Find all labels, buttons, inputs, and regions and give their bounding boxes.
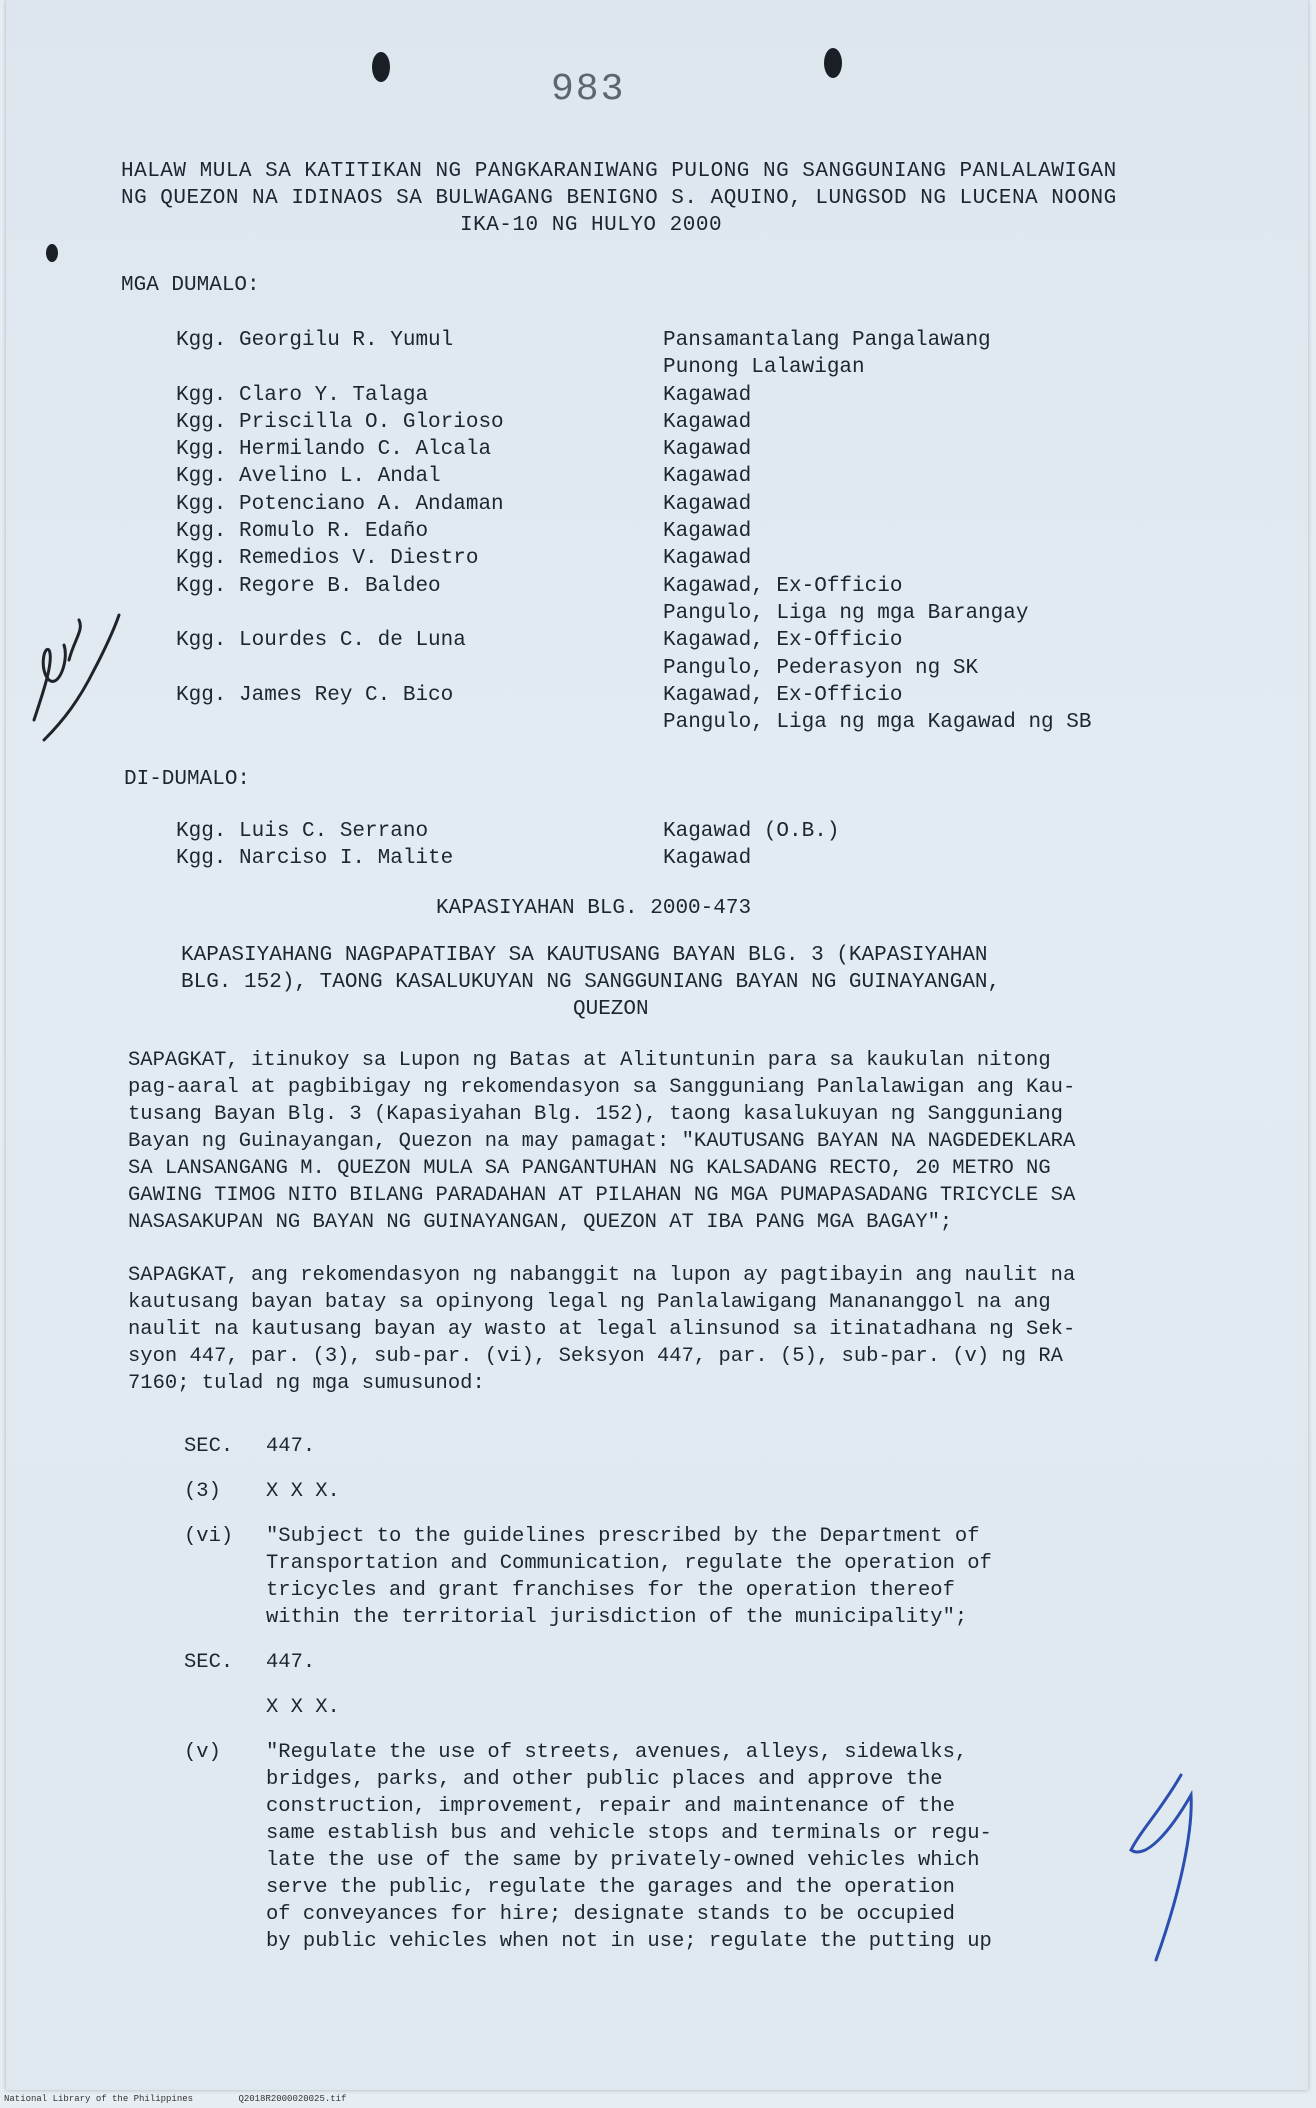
attendee-row bbox=[176, 491, 1091, 518]
document-page bbox=[6, 0, 1308, 2090]
attendee-position: Kagawad, Ex-Officio Pangulo, Liga ng mga Barangay bbox=[663, 574, 1029, 625]
law-excerpt bbox=[184, 1433, 992, 1973]
handwritten-annotation bbox=[24, 600, 134, 760]
header-line: NG QUEZON NA IDINAOS SA BULWAGANG BENIGNO S. AQUINO, LUNGSOD NG LUCENA NOONG bbox=[121, 187, 1117, 210]
law-item: (3) X X X. bbox=[184, 1480, 340, 1503]
title-line: KAPASIYAHANG NAGPAPATIBAY SA KAUTUSANG BAYAN BLG. 3 (KAPASIYAHAN bbox=[181, 944, 988, 967]
law-label: (v) bbox=[184, 1741, 221, 1764]
attendee-row bbox=[176, 518, 1091, 545]
absent-label: DI-DUMALO: bbox=[124, 768, 251, 791]
law-item: (vi) "Subject to the guidelines prescribed by the Department of Transportation and Communication, regulate the operation of tricycles and grant franchises for the operation thereof within the territorial jurisdiction of the municipality"; bbox=[184, 1525, 992, 1629]
punch-hole-left bbox=[372, 52, 390, 82]
attendee-position: Kagawad bbox=[663, 492, 752, 516]
whereas-paragraph-2: SAPAGKAT, ang rekomendasyon ng nabanggit na lupon ay pagtibayin ang naulit na kautusang bayan batay sa opinyong legal ng Panlalawigang Manananggol na ang naulit na kautusang bayan ay wasto at legal alinsunod sa itinatadhana ng Sek- syon 447, par. (3), sub-par. (vi), Seksyon 447, par. (5), sub-par. (v) ng RA 7160; tulad ng mga sumusunod: bbox=[128, 1264, 1076, 1395]
resolution-number: KAPASIYAHAN BLG. 2000-473 bbox=[436, 897, 752, 920]
attendee-row bbox=[176, 382, 1091, 409]
attendee-position: Kagawad, Ex-Officio Pangulo, Liga ng mga Kagawad ng SB bbox=[663, 683, 1092, 735]
law-label: (vi) bbox=[184, 1525, 234, 1548]
law-item: SEC. 447. bbox=[184, 1651, 316, 1674]
attendee-name: Kgg. Avelino L. Andal bbox=[176, 465, 441, 489]
attendee-position: Kagawad bbox=[663, 410, 752, 434]
law-label: SEC. bbox=[184, 1435, 234, 1458]
attendee-row bbox=[176, 327, 1091, 382]
attendee-name: Kgg. Lourdes C. de Luna bbox=[176, 629, 466, 653]
header-line: IKA-10 NG HULYO 2000 bbox=[460, 214, 723, 237]
absentee-position: Kagawad (O.B.) bbox=[663, 820, 840, 843]
present-label: MGA DUMALO: bbox=[121, 274, 260, 297]
present-list bbox=[176, 327, 1091, 736]
law-label: (3) bbox=[184, 1480, 221, 1503]
header-line: HALAW MULA SA KATITIKAN NG PANGKARANIWANG PULONG NG SANGGUNIANG PANLALAWIGAN bbox=[121, 160, 1117, 183]
attendee-position: Kagawad, Ex-Officio Pangulo, Pederasyon ng SK bbox=[663, 629, 979, 680]
attendee-row bbox=[176, 573, 1091, 628]
initial-mark bbox=[1121, 1770, 1221, 1970]
attendee-name: Kgg. Remedios V. Diestro bbox=[176, 547, 479, 571]
attendee-name: Kgg. Priscilla O. Glorioso bbox=[176, 410, 504, 434]
page-number: 983 bbox=[551, 68, 626, 111]
title-line: BLG. 152), TAONG KASALUKUYAN NG SANGGUNIANG BAYAN NG GUINAYANGAN, bbox=[181, 971, 1001, 994]
punch-hole-margin bbox=[46, 244, 58, 262]
resolution-title bbox=[181, 942, 1000, 1023]
attendee-name: Kgg. Claro Y. Talaga bbox=[176, 383, 429, 407]
absentee-position: Kagawad bbox=[663, 847, 752, 871]
attendee-row bbox=[176, 545, 1091, 572]
attendee-name: Kgg. Romulo R. Edaño bbox=[176, 520, 429, 544]
library-credit: National Library of the Philippines bbox=[4, 2094, 194, 2104]
absentee-name: Kgg. Narciso I. Malite bbox=[176, 847, 454, 871]
absentee-row bbox=[176, 845, 839, 872]
absentee-name: Kgg. Luis C. Serrano bbox=[176, 820, 429, 843]
attendee-position: Kagawad bbox=[663, 438, 752, 462]
attendee-position: Pansamantalang Pangalawang Punong Lalawigan bbox=[663, 329, 991, 380]
law-item: SEC. 447. bbox=[184, 1435, 316, 1458]
attendee-row bbox=[176, 463, 1091, 490]
absentee-row bbox=[176, 818, 839, 845]
scan-footer bbox=[4, 2094, 346, 2104]
attendee-position: Kagawad bbox=[663, 383, 752, 407]
law-item: (v) "Regulate the use of streets, avenues, alleys, sidewalks, bridges, parks, and other public places and approve the construction, improvement, repair and maintenance of the same establish bus and vehicle stops and terminals or regu- late the use of the same by privately-owned vehicles which serve the public, regulate the garages and the operation of conveyances for hire; designate stands to be occupied by public vehicles when not in use; regulate the putting up bbox=[184, 1741, 992, 1953]
law-label bbox=[184, 1694, 266, 1721]
minutes-header bbox=[121, 158, 1171, 239]
attendee-row bbox=[176, 436, 1091, 463]
whereas-paragraph-1: SAPAGKAT, itinukoy sa Lupon ng Batas at Alituntunin para sa kaukulan nitong pag-aaral at pagbibigay ng rekomendasyon sa Sangguniang Panlalawigan ang Kau- tusang Bayan Blg. 3 (Kapasiyahan Blg. 152), taong kasalukuyan ng Sangguniang Bayan ng Guinayangan, Quezon na may pamagat: "KAUTUSANG BAYAN NA NAGDEDEKLARA SA LANSANGANG M. QUEZON MULA SA PANGANTUHAN NG KALSADANG RECTO, 20 METRO NG GAWING TIMOG NITO BILANG PARADAHAN AT PILAHAN NG MGA PUMAPASADANG TRICYCLE SA NASASAKUPAN NG BAYAN NG GUINAYANGAN, QUEZON AT IBA PANG MGA BAGAY"; bbox=[128, 1049, 1076, 1234]
law-item: X X X. bbox=[184, 1694, 992, 1721]
attendee-name: Kgg. Regore B. Baldeo bbox=[176, 574, 441, 598]
law-label: SEC. bbox=[184, 1651, 234, 1674]
attendee-row bbox=[176, 627, 1091, 682]
absent-list bbox=[176, 818, 839, 873]
attendee-name: Kgg. Hermilando C. Alcala bbox=[176, 438, 492, 462]
attendee-row bbox=[176, 682, 1091, 737]
attendee-position: Kagawad bbox=[663, 465, 752, 489]
punch-hole-right bbox=[824, 48, 842, 78]
file-id: Q2018R2000020025.tif bbox=[238, 2094, 347, 2104]
attendee-position: Kagawad bbox=[663, 547, 752, 571]
attendee-name: Kgg. Potenciano A. Andaman bbox=[176, 492, 504, 516]
attendee-name: Kgg. James Rey C. Bico bbox=[176, 683, 454, 707]
attendee-position: Kagawad bbox=[663, 520, 752, 544]
title-line: QUEZON bbox=[573, 998, 649, 1021]
attendee-name: Kgg. Georgilu R. Yumul bbox=[176, 329, 454, 352]
attendee-row bbox=[176, 409, 1091, 436]
